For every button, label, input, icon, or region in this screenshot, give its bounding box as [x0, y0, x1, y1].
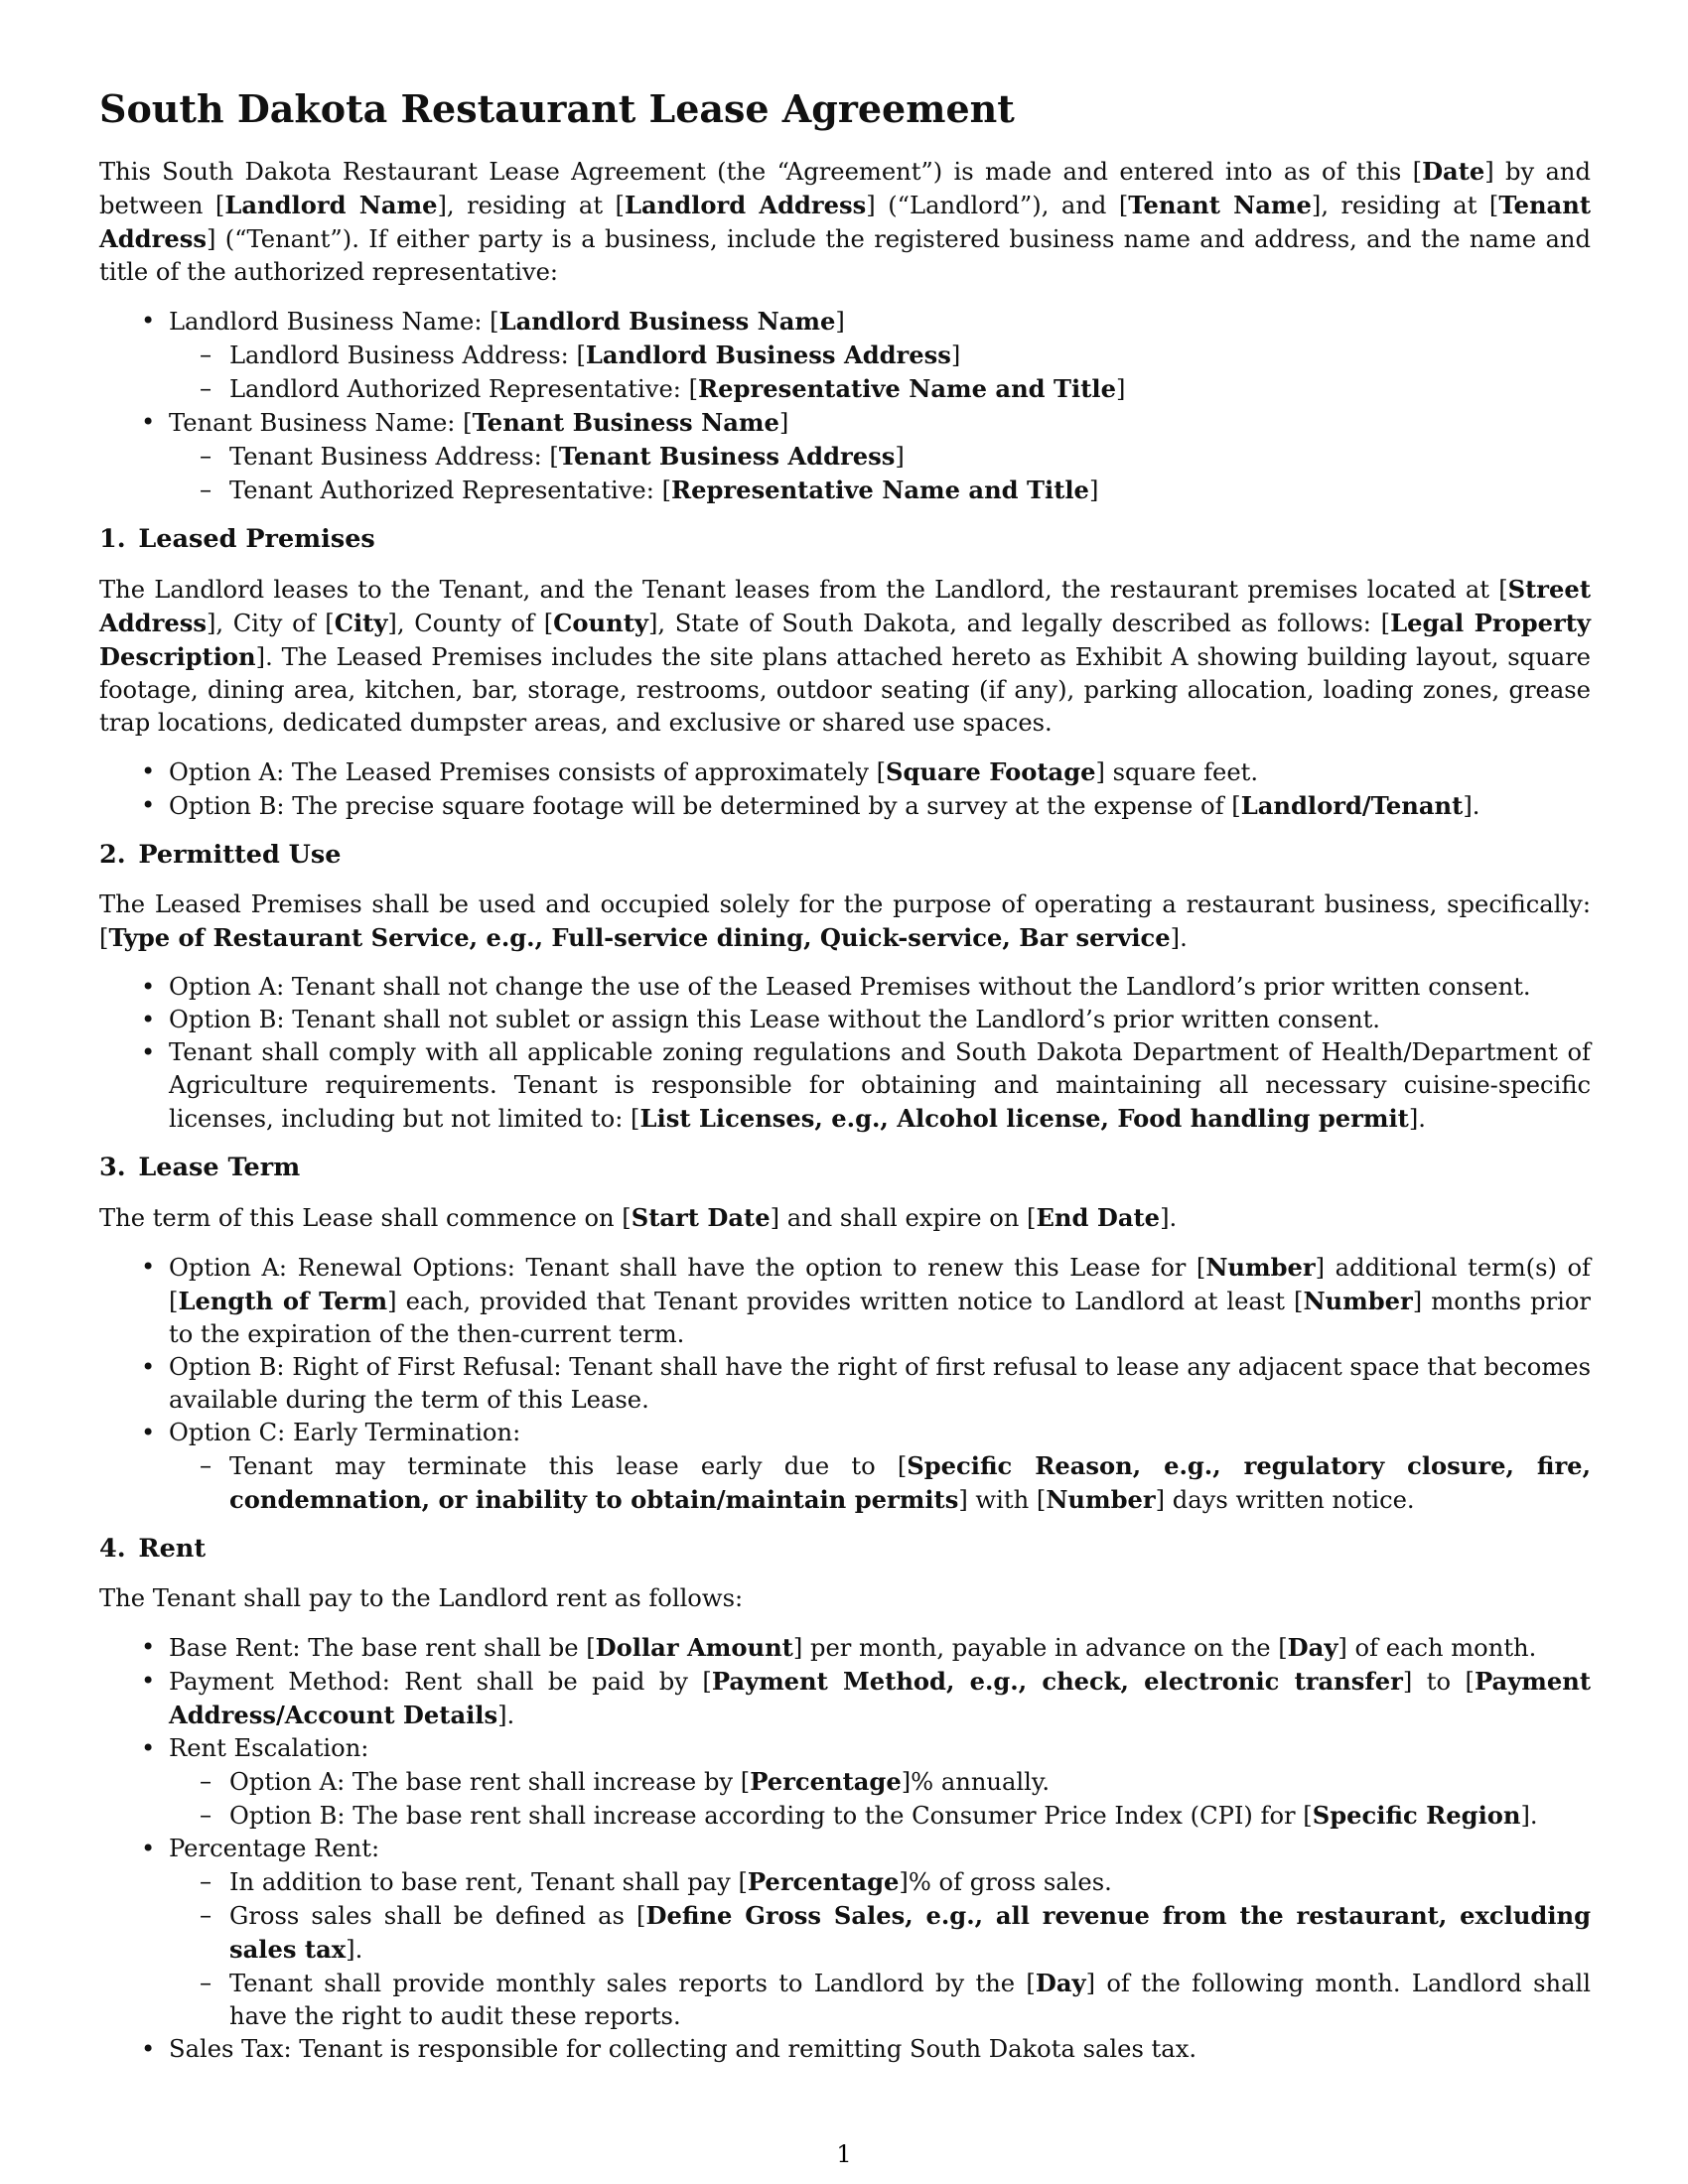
list-item: – Option A: The base rent shall increase by [Percentage]% annually. [168, 1765, 1591, 1799]
section-heading-permitted-use: 2. Permitted Use [99, 840, 342, 870]
section-heading-leased-premises: 1. Leased Premises [99, 524, 375, 554]
list-item: • Sales Tax: Tenant is responsible for collecting and remitting South Dakota sales tax. [99, 2033, 1591, 2066]
term-options-list [99, 1251, 1591, 1517]
document-page [99, 87, 1591, 2082]
section-paragraph: The Leased Premises shall be used and occupied solely for the purpose of operating a restaurant business, specifically: [Type of Restaurant Service, e.g., Full-service dining, Quick-service, Bar service]. [99, 890, 1591, 952]
list-item: • Rent Escalation: – Option A: The base rent shall increase by [Percentage]% annually. – Option B: The base rent shall increase according to the Consumer Price Index (CPI) for [Specific Region]. [99, 1732, 1591, 1833]
list-item: – Tenant Authorized Representative: [Representative Name and Title] [168, 474, 1591, 507]
list-item: • Payment Method: Rent shall be paid by [Payment Method, e.g., check, electronic transfer] to [Payment Address/Account Details]. [99, 1665, 1591, 1732]
section-heading-rent: 4. Rent [99, 1534, 207, 1564]
list-item: – Gross sales shall be defined as [Define Gross Sales, e.g., all revenue from the restaurant, excluding sales tax]. [168, 1899, 1591, 1967]
intro-paragraph: This South Dakota Restaurant Lease Agreement (the “Agreement”) is made and entered into as of this [Date] by and between [Landlord Name], residing at [Landlord Address] (“Landlord”), and [Tenant Name], residing at [Tenant Address] (“Tenant”). If either party is a business, include the registered business name and address, and the name and title of the authorized representative: [99, 157, 1591, 286]
parties-list [99, 305, 1591, 507]
rent-list [99, 1631, 1591, 2066]
page-number: 1 [836, 2140, 852, 2168]
list-item: • Option A: Renewal Options: Tenant shall have the option to renew this Lease for [Number] additional term(s) of [Length of Term] each, provided that Tenant provides written notice to Landlord at least [Number] months prior to the expiration of the then-current term. [99, 1251, 1591, 1351]
section-heading-lease-term: 3. Lease Term [99, 1153, 301, 1182]
list-item: – In addition to base rent, Tenant shall pay [Percentage]% of gross sales. [168, 1865, 1591, 1899]
list-item: • Landlord Business Name: [Landlord Business Name] – Landlord Business Address: [Landlord Business Address] – Landlord Authorized Representative: [Representative Name and Title] [99, 305, 1591, 406]
list-item: • Tenant Business Name: [Tenant Business Name] – Tenant Business Address: [Tenant Business Address] – Tenant Authorized Representative: [Representative Name and Title] [99, 406, 1591, 507]
list-item: • Option B: Tenant shall not sublet or assign this Lease without the Landlord’s prior written consent. [99, 1004, 1591, 1036]
list-item: – Landlord Authorized Representative: [Representative Name and Title] [168, 372, 1591, 406]
list-item: • Percentage Rent: – In addition to base rent, Tenant shall pay [Percentage]% of gross sales. – Gross sales shall be defined as [Define Gross Sales, e.g., all revenue from the restaurant, excluding sales tax]. – Tenant shall provide monthly sales reports to Landlord by the [Day] of the following month. Landlord shall have the right to audit these reports. [99, 1833, 1591, 2033]
list-item: – Tenant may terminate this lease early due to [Specific Reason, e.g., regulatory closure, fire, condemnation, or inability to obtain/maintain permits] with [Number] days written notice. [168, 1449, 1591, 1517]
premises-options-list [99, 755, 1591, 823]
list-item: • Option A: Tenant shall not change the use of the Leased Premises without the Landlord’s prior written consent. [99, 971, 1591, 1004]
list-item: – Tenant Business Address: [Tenant Business Address] [168, 440, 1591, 474]
use-options-list [99, 971, 1591, 1136]
list-item: • Option B: The precise square footage will be determined by a survey at the expense of [Landlord/Tenant]. [99, 789, 1591, 823]
list-item: • Option C: Early Termination: – Tenant may terminate this lease early due to [Specific Reason, e.g., regulatory closure, fire, condemnation, or inability to obtain/maintain permits] with [Number] days written notice. [99, 1417, 1591, 1517]
list-item: • Base Rent: The base rent shall be [Dollar Amount] per month, payable in advance on the [Day] of each month. [99, 1631, 1591, 1665]
list-item: • Tenant shall comply with all applicable zoning regulations and South Dakota Department of Health/Department of Agriculture requirements. Tenant is responsible for obtaining and maintaining all necessary cuisine-specific licenses, including but not limited to: [List Licenses, e.g., Alcohol license, Food handling permit]. [99, 1036, 1591, 1136]
list-item: • Option A: The Leased Premises consists of approximately [Square Footage] square feet. [99, 755, 1591, 789]
list-item: – Tenant shall provide monthly sales reports to Landlord by the [Day] of the following month. Landlord shall have the right to audit these reports. [168, 1967, 1591, 2033]
section-paragraph: The Tenant shall pay to the Landlord rent as follows: [99, 1584, 744, 1612]
section-paragraph: The Landlord leases to the Tenant, and the Tenant leases from the Landlord, the restaurant premises located at [Street Address], City of [City], County of [County], State of South Dakota, and legally described as follows: [Legal Property Description]. The Leased Premises includes the site plans attached hereto as Exhibit A showing building layout, square footage, dining area, kitchen, bar, storage, restrooms, outdoor seating (if any), parking allocation, loading zones, grease trap locations, dedicated dumpster areas, and exclusive or shared use spaces. [99, 575, 1591, 737]
list-item: • Option B: Right of First Refusal: Tenant shall have the right of first refusal to lease any adjacent space that becomes available during the term of this Lease. [99, 1351, 1591, 1417]
section-paragraph: The term of this Lease shall commence on [Start Date] and shall expire on [End Date]. [99, 1203, 1178, 1232]
page-title: South Dakota Restaurant Lease Agreement [99, 86, 1015, 131]
list-item: – Landlord Business Address: [Landlord Business Address] [168, 339, 1591, 372]
list-item: – Option B: The base rent shall increase according to the Consumer Price Index (CPI) for [Specific Region]. [168, 1799, 1591, 1833]
